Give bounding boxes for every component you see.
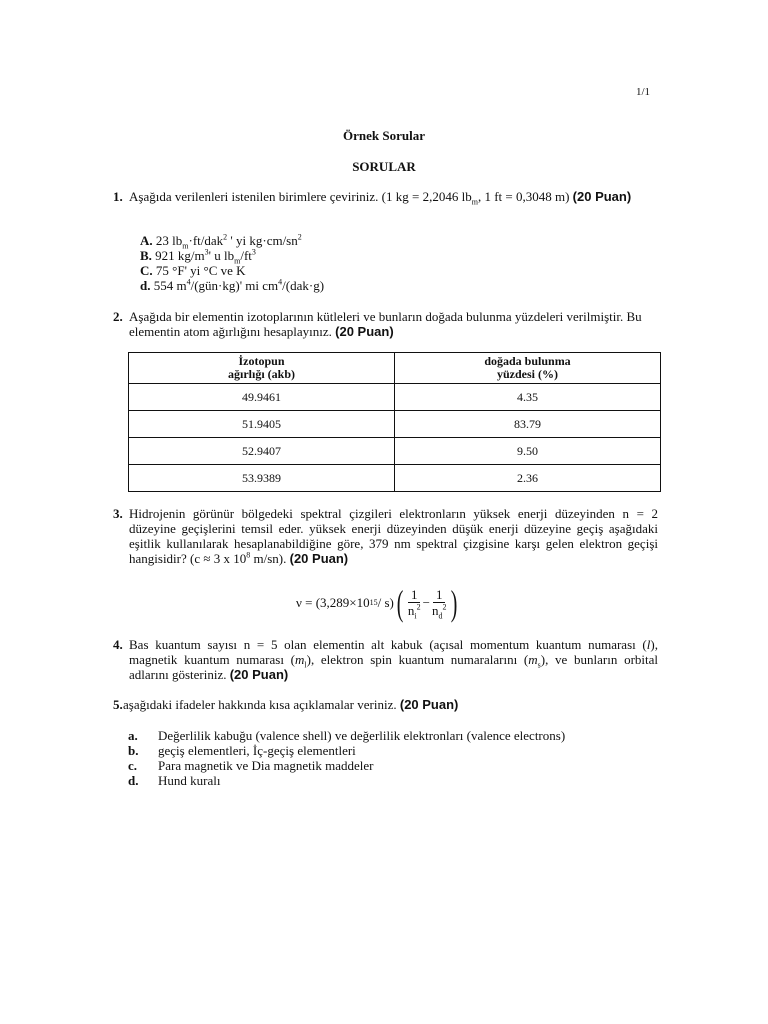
points: (20 Puan)	[572, 189, 632, 204]
section-title: SORULAR	[352, 159, 416, 174]
table-row: 52.9407 9.50	[129, 438, 661, 465]
column-header: İzotopun ağırlığı (akb)	[129, 353, 395, 384]
question-number: 4.	[113, 637, 123, 652]
question-1	[113, 189, 658, 207]
list-item: C. 75 °F' yi °C ve K	[140, 263, 246, 278]
points: (20 Puan)	[229, 667, 289, 682]
question-2	[113, 309, 658, 339]
question-3	[113, 506, 658, 566]
question-number: 5.	[113, 697, 123, 712]
isotope-table	[128, 352, 661, 492]
question-text: Aşağıda verilenleri istenilen birimlere çeviriniz. (1 kg = 2,2046 $lb_m$, 1 ft = 0,3048 m) (20 Puan)	[129, 189, 632, 207]
question-text: Hidrojenin görünür bölgedeki spektral çizgileri elektronların yüksek enerji düzeyinden n = 2 düzeyine geçişlerini temsil eder. yüksek enerji düzeyinden düşük enerji düzeyine geçiş aşağıdaki eşitlik kullanılarak hesaplanabildiğine göre, 379 nm spektral çizgisine karşı gelen elektron geçişi hangisidir? (c ≈ 3 x $10^8$ m/sn). (20 Puan)	[129, 506, 658, 566]
question-4	[113, 637, 658, 682]
list-item: b. geçiş elementleri, İç-geçiş elementleri	[128, 743, 356, 758]
question-text: Bas kuantum sayısı n = 5 olan elementin alt kabuk (açısal momentum kuantum numarası (l), magnetik kuantum numarası $(m_l)$, elektron spin kuantum numaralarını $(m_s)$, ve bunların orbital adlarını gösteriniz. (20 Puan)	[129, 637, 658, 682]
table-row: 49.9461 4.35	[129, 384, 661, 411]
frequency-formula: ν = (3,289×10 15 / s) ( $\frac{1}{n_i^2}$ − $\frac{1}{n_d^2}$ )	[296, 583, 458, 623]
points: (20 Puan)	[399, 697, 459, 712]
table-header-row	[129, 353, 661, 384]
list-item: A. 23 $lb_m\cdot ft/dak^2$ ' yi $kg\cdot cm/sn^2$	[140, 232, 302, 251]
table-row: 51.9405 83.79	[129, 411, 661, 438]
question-5-items	[128, 728, 565, 788]
question-number: 2.	[113, 309, 123, 324]
column-header: doğada bulunma yüzdesi (%)	[395, 353, 661, 384]
question-1-items	[140, 233, 324, 293]
document-title: Örnek Sorular	[343, 128, 425, 143]
list-item: a. Değerlilik kabuğu (valence shell) ve değerlilik elektronları (valence electrons)	[128, 728, 566, 743]
question-5	[113, 697, 658, 712]
list-item: c. Para magnetik ve Dia magnetik maddeler	[128, 758, 374, 773]
points: (20 Puan)	[289, 551, 349, 566]
list-item: d. 554 $m^4/(gün\cdot kg)'$ mi $cm^4/(dak\cdot g)$	[140, 277, 325, 293]
list-item: d. Hund kuralı	[128, 773, 221, 788]
question-text: aşağıdaki ifadeler hakkında kısa açıklamalar veriniz. (20 Puan)	[123, 697, 459, 712]
page-number: 1/1	[636, 86, 651, 98]
question-number: 1.	[113, 189, 123, 204]
question-number: 3.	[113, 506, 123, 521]
points: (20 Puan)	[335, 324, 394, 339]
question-text: Aşağıda bir elementin izotoplarının kütleleri ve bunların doğada bulunma yüzdeleri verilmiştir. Bu elementin atom ağırlığını hesaplayınız. (20 Puan)	[129, 309, 642, 339]
table-row: 53.9389 2.36	[129, 465, 661, 492]
list-item: B. 921 $kg/m^3'$ u $lb_m/ft^3$	[140, 247, 256, 266]
